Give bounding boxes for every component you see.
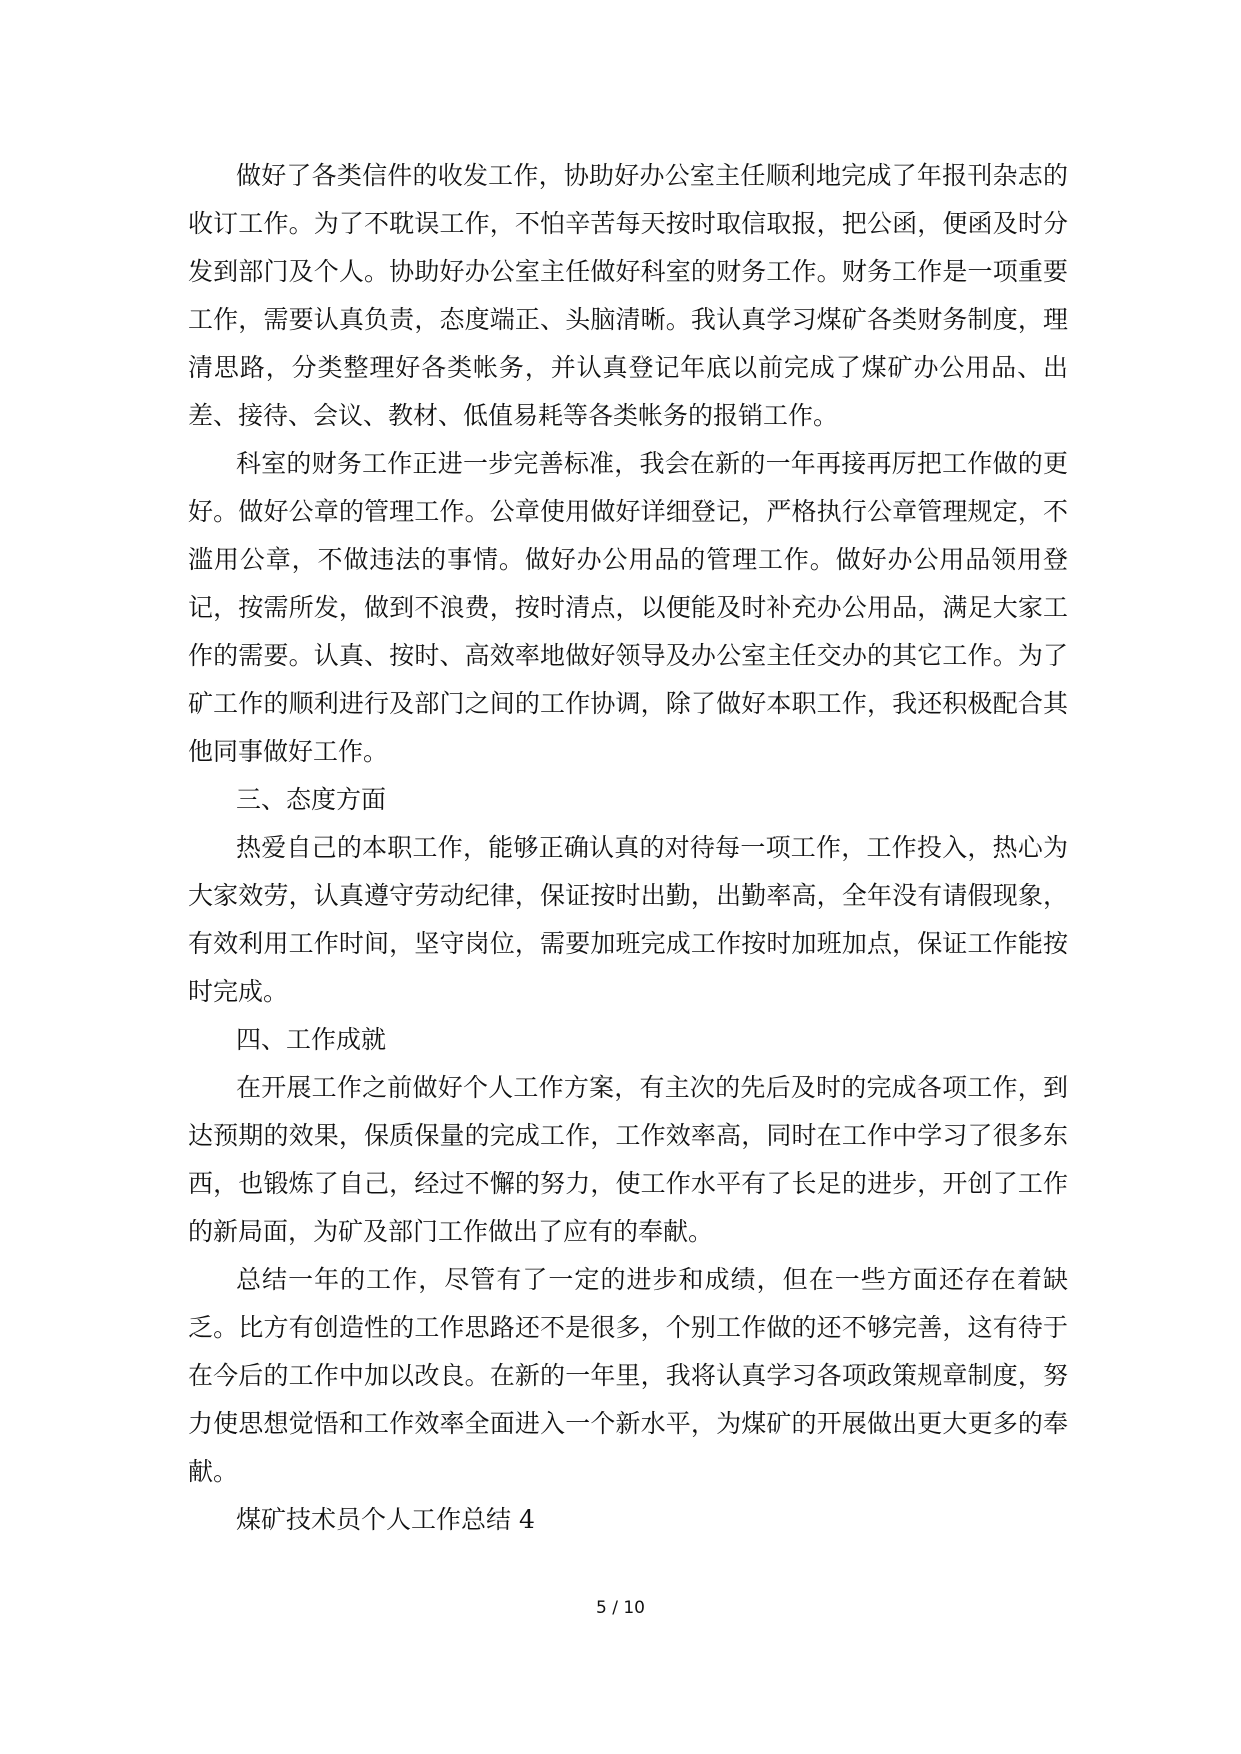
document-subtitle: 煤矿技术员个人工作总结 4 <box>236 1505 535 1534</box>
section-heading-achievements: 四、工作成就 <box>236 1025 387 1054</box>
paragraph-seal-office-supplies: 科室的财务工作正进一步完善标准，我会在新的一年再接再厉把工作做的更好。做好公章的管理工作。公章使用做好详细登记，严格执行公章管理规定，不滥用公章，不做违法的事情。做好办公用品的管理工作。做好办公用品领用登记，按需所发，做到不浪费，按时清点，以便能及时补充办公用品，满足大家工作的需要。认真、按时、高效率地做好领导及办公室主任交办的其它工作。为了矿工作的顺利进行及部门之间的工作协调，除了做好本职工作，我还积极配合其他同事做好工作。 <box>188 449 1068 766</box>
paragraph-achievements: 在开展工作之前做好个人工作方案，有主次的先后及时的完成各项工作，到达预期的效果，保质保量的完成工作，工作效率高，同时在工作中学习了很多东西，也锻炼了自己，经过不懈的努力，使工作水平有了长足的进步，开创了工作的新局面，为矿及部门工作做出了应有的奉献。 <box>188 1073 1068 1246</box>
paragraph-attitude: 热爱自己的本职工作，能够正确认真的对待每一项工作，工作投入，热心为大家效劳，认真遵守劳动纪律，保证按时出勤，出勤率高，全年没有请假现象，有效利用工作时间，坚守岗位，需要加班完成工作按时加班加点，保证工作能按时完成。 <box>188 833 1068 1006</box>
paragraph-summary: 总结一年的工作，尽管有了一定的进步和成绩，但在一些方面还存在着缺乏。比方有创造性的工作思路还不是很多，个别工作做的还不够完善，这有待于在今后的工作中加以改良。在新的一年里，我将认真学习各项政策规章制度，努力使思想觉悟和工作效率全面进入一个新水平，为煤矿的开展做出更大更多的奉献。 <box>188 1265 1068 1486</box>
paragraph-correspondence-finance: 做好了各类信件的收发工作，协助好办公室主任顺利地完成了年报刊杂志的收订工作。为了不耽误工作，不怕辛苦每天按时取信取报，把公函，便函及时分发到部门及个人。协助好办公室主任做好科室的财务工作。财务工作是一项重要工作，需要认真负责，态度端正、头脑清晰。我认真学习煤矿各类财务制度，理清思路，分类整理好各类帐务，并认真登记年底以前完成了煤矿办公用品、出差、接待、会议、教材、低值易耗等各类帐务的报销工作。 <box>188 161 1068 430</box>
document-body <box>188 152 1068 1544</box>
section-heading-attitude: 三、态度方面 <box>236 785 387 814</box>
page-number: 5 / 10 <box>596 1598 645 1618</box>
